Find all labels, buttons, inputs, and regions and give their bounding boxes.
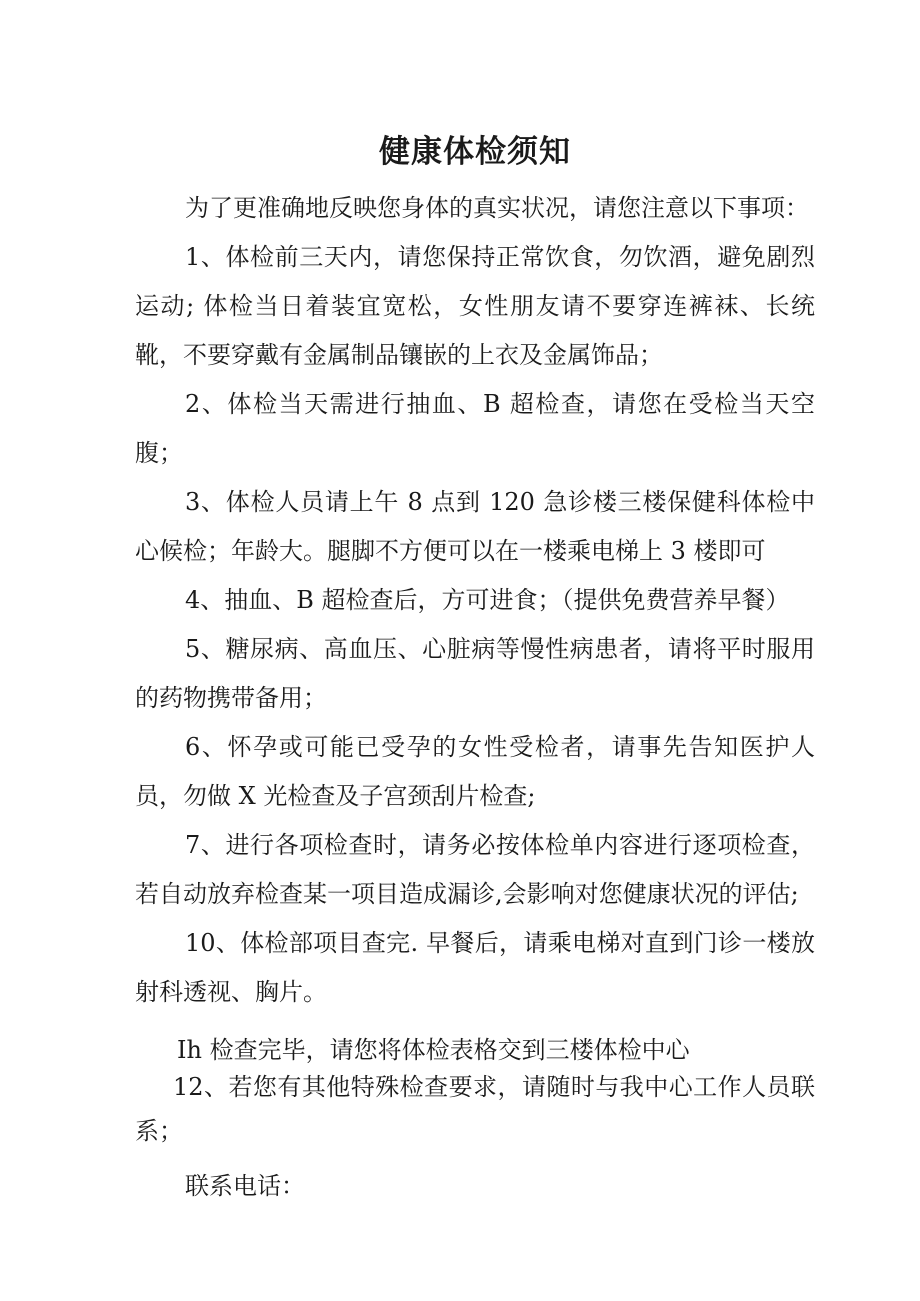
paragraph-contact-phone: 联系电话：: [185, 1172, 305, 1200]
paragraph-item-12: 12、若您有其他特殊检查要求，请随时与我中心工作人员联系；: [135, 1073, 815, 1145]
paragraph-intro: 为了更准确地反映您身体的真实状况，请您注意以下事项：: [185, 194, 809, 222]
paragraph-item-3: 3、体检人员请上午 8 点到 120 急诊楼三楼保健科体检中心候检；年龄大。腿脚不方便可以在一楼乘电梯上 3 楼即可: [135, 488, 815, 565]
document-title: 健康体检须知: [379, 134, 571, 170]
paragraph-item-10: 10、体检部项目查完. 早餐后，请乘电梯对直到门诊一楼放射科透视、胸片。: [135, 929, 815, 1006]
paragraph-item-4: 4、抽血、B 超检查后，方可进食；（提供免费营养早餐）: [185, 586, 790, 614]
paragraph-item-ih: Ih 检查完毕，请您将体检表格交到三楼体检中心: [177, 1036, 690, 1064]
paragraph-item-2: 2、体检当天需进行抽血、B 超检查，请您在受检当天空腹；: [135, 390, 815, 467]
paragraph-item-1: 1、体检前三天内，请您保持正常饮食，勿饮酒，避免剧烈运动; 体检当日着装宜宽松，女性朋友请不要穿连裤袜、长统靴，不要穿戴有金属制品镶嵌的上衣及金属饰品；: [135, 243, 815, 369]
paragraph-item-5: 5、糖尿病、高血压、心脏病等慢性病患者，请将平时服用的药物携带备用；: [135, 635, 815, 712]
paragraph-item-6: 6、怀孕或可能已受孕的女性受检者，请事先告知医护人员，勿做 X 光检查及子宫颈刮片检查;: [135, 733, 815, 810]
paragraph-item-7: 7、进行各项检查时，请务必按体检单内容进行逐项检查，若自动放弃检查某一项目造成漏诊,会影响对您健康状况的评估;: [135, 831, 815, 908]
